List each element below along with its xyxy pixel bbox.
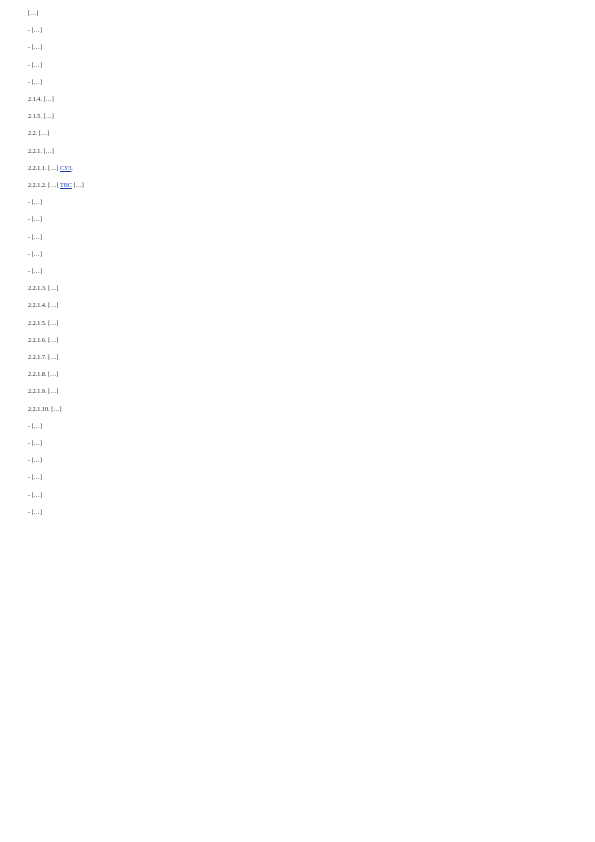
clause-number: 2.2.1.6. bbox=[28, 336, 47, 344]
clause-number: 2.2.1.4. bbox=[28, 302, 47, 310]
clause-text: […] bbox=[43, 96, 54, 104]
clause-number: 2.1.5. bbox=[28, 113, 42, 121]
section-title: […] bbox=[38, 130, 50, 138]
clause-2-2-1-8 bbox=[28, 371, 563, 379]
clause-text: […] bbox=[48, 354, 59, 362]
bullet-item: - […] bbox=[28, 474, 42, 482]
bullet-item: - […] bbox=[28, 422, 42, 430]
clause-number: 2.2.1.3. bbox=[28, 285, 47, 293]
clause-number: 2.2.1.2. bbox=[28, 182, 47, 190]
clause-text: […] bbox=[48, 302, 59, 310]
clause-number: 2.2.1.5. bbox=[28, 319, 47, 327]
tvs-link[interactable]: ТВС bbox=[59, 182, 73, 190]
bullet-item: - […] bbox=[28, 27, 42, 35]
clause-number: 2.2.1.1. bbox=[28, 164, 47, 172]
bullet-item: - […] bbox=[28, 457, 42, 465]
suz-link[interactable]: СУЗ bbox=[59, 164, 72, 172]
bullet-item: - […] bbox=[28, 61, 42, 69]
clause-number: 2.1.4. bbox=[28, 96, 42, 104]
clause-2-2-1-10 bbox=[28, 406, 563, 414]
clause-number: 2.2.1.9. bbox=[28, 388, 47, 396]
section-number: 2.2.1. bbox=[28, 147, 42, 155]
clause-text: […] bbox=[51, 405, 62, 413]
clause-2-2-1-7 bbox=[28, 354, 563, 362]
clause-text: […] bbox=[48, 336, 59, 344]
section-heading-2-2-1 bbox=[28, 148, 563, 156]
clause-2-1-4 bbox=[28, 96, 563, 104]
bullet-item: - […] bbox=[28, 508, 42, 516]
clause-number: 2.2.1.7. bbox=[28, 354, 47, 362]
clause-2-2-1-3 bbox=[28, 285, 563, 293]
bullet-item: - […] bbox=[28, 440, 42, 448]
clause-2-2-1-5 bbox=[28, 320, 563, 328]
bullet-item: - […] bbox=[28, 233, 42, 241]
paragraph-intro-tail: […] bbox=[28, 10, 39, 17]
section-heading-2-2 bbox=[28, 130, 563, 138]
clause-text: […] bbox=[48, 285, 59, 293]
bullet-item: - […] bbox=[28, 491, 42, 499]
clause-text: […] bbox=[48, 319, 59, 327]
clause-number: 2.2.1.8. bbox=[28, 371, 47, 379]
section-number: 2.2. bbox=[28, 130, 38, 138]
bullet-item: - […] bbox=[28, 199, 42, 207]
clause-text: […] bbox=[48, 371, 59, 379]
bullet-item: - […] bbox=[28, 44, 42, 52]
clause-2-2-1-2 bbox=[28, 182, 563, 190]
clause-2-2-1-1 bbox=[28, 165, 563, 173]
clause-text: […] bbox=[73, 182, 84, 190]
clause-text-start: […] bbox=[48, 182, 59, 190]
clause-2-2-1-4 bbox=[28, 302, 563, 310]
section-title: […] bbox=[43, 147, 54, 155]
bullet-item: - […] bbox=[28, 78, 42, 86]
clause-text: […] bbox=[43, 113, 54, 121]
clause-text: […] bbox=[48, 164, 59, 172]
bullet-item: - […] bbox=[28, 216, 42, 224]
clause-2-2-1-9 bbox=[28, 388, 563, 396]
clause-text: […] bbox=[48, 388, 59, 396]
clause-number: 2.2.1.10. bbox=[28, 405, 50, 413]
clause-2-2-1-6 bbox=[28, 337, 563, 345]
clause-text-end: . bbox=[71, 164, 73, 172]
bullet-item: - […] bbox=[28, 268, 42, 276]
bullet-item: - […] bbox=[28, 250, 42, 258]
clause-2-1-5 bbox=[28, 113, 563, 121]
